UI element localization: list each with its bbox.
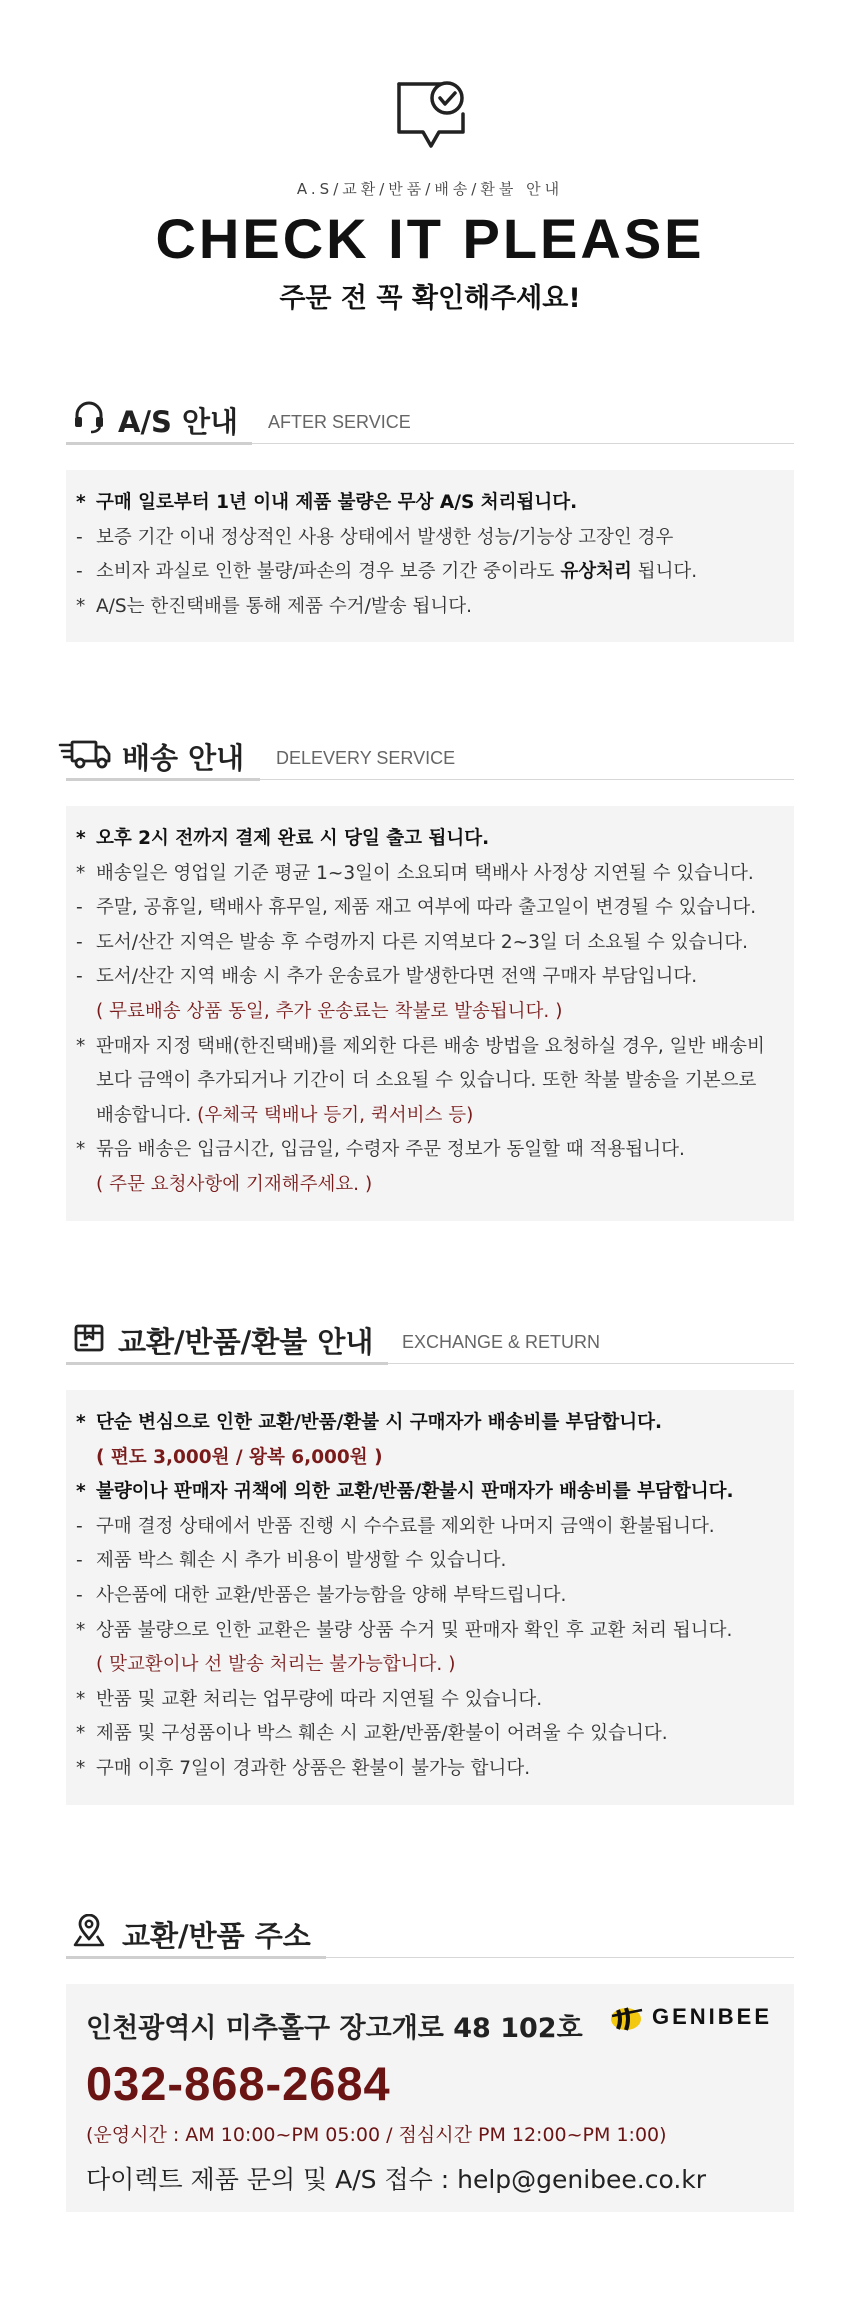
list-item: - 제품 박스 훼손 시 추가 비용이 발생할 수 있습니다.	[76, 1550, 507, 1572]
location-pin-icon	[72, 1914, 106, 1948]
list-item-continued: 보다 금액이 추가되거나 기간이 더 소요될 수 있습니다. 또한 착불 발송을 기본으로	[96, 1070, 757, 1092]
package-box-icon	[72, 1320, 106, 1354]
address-box	[66, 1984, 794, 2212]
list-item: * 판매자 지정 택배(한진택배)를 제외한 다른 배송 방법을 요청하실 경우, 일반 배송비	[76, 1035, 765, 1057]
list-item: - 도서/산간 지역은 발송 후 수령까지 다른 지역보다 2~3일 더 소요될 수 있습니다.	[76, 931, 748, 953]
info-box	[66, 470, 794, 642]
delivery-truck-icon	[58, 736, 112, 770]
section-header	[66, 1906, 794, 1958]
list-note: ( 무료배송 상품 동일, 추가 운송료는 착불로 발송됩니다. )	[96, 1000, 563, 1022]
phone-number[interactable]: 032-868-2684	[86, 2057, 391, 2110]
bee-icon	[608, 2002, 646, 2032]
list-item: * 단순 변심으로 인한 교환/반품/환불 시 구매자가 배송비를 부담합니다.	[76, 1412, 663, 1433]
list-item: * 묶음 배송은 입금시간, 입금일, 수령자 주문 정보가 동일할 때 적용됩니다.	[76, 1139, 685, 1161]
list-item: - 보증 기간 이내 정상적인 사용 상태에서 발생한 성능/기능상 고장인 경우	[76, 526, 674, 548]
list-item: * 상품 불량으로 인한 교환은 불량 상품 수거 및 판매자 확인 후 교환 처리 됩니다.	[76, 1619, 733, 1641]
hero-title: CHECK IT PLEASE	[155, 207, 705, 270]
list-item: * 반품 및 교환 처리는 업무량에 따라 지연될 수 있습니다.	[76, 1688, 543, 1710]
list-item: * 오후 2시 전까지 결제 완료 시 당일 출고 됩니다.	[76, 828, 490, 849]
section-subtitle: DELEVERY SERVICE	[276, 748, 456, 768]
contact-email: 다이렉트 제품 문의 및 A/S 접수 : help@genibee.co.kr	[86, 2165, 707, 2194]
hero-subtitle: A.S/교환/반품/배송/환불 안내	[296, 180, 564, 198]
list-item: - 소비자 과실로 인한 불량/파손의 경우 보증 기간 중이라도 유상처리 됩니다.	[76, 561, 698, 583]
list-note: ( 편도 3,000원 / 왕복 6,000원 )	[96, 1446, 383, 1468]
list-item: * 불량이나 판매자 귀책에 의한 교환/반품/환불시 판매자가 배송비를 부담합니다.	[76, 1481, 734, 1503]
section-title: 교환/반품/환불 안내	[118, 1325, 374, 1359]
info-box	[66, 1390, 794, 1805]
genibee-logo: GENIBEE	[608, 2002, 772, 2032]
section-title: 배송 안내	[122, 741, 245, 775]
section-subtitle: AFTER SERVICE	[268, 412, 411, 432]
list-item: * 구매 이후 7일이 경과한 상품은 환불이 불가능 합니다.	[76, 1757, 531, 1779]
delivery-section	[66, 728, 794, 1221]
list-note: ( 맞교환이나 선 발송 처리는 불가능합니다. )	[96, 1654, 456, 1676]
hero-tagline: 주문 전 꼭 확인해주세요!	[279, 283, 581, 314]
headset-icon	[72, 400, 106, 434]
exchange-section	[66, 1312, 794, 1805]
list-item: - 구매 결정 상태에서 반품 진행 시 수수료를 제외한 나머지 금액이 환불됩니다.	[76, 1515, 715, 1537]
list-item: - 주말, 공휴일, 택배사 휴무일, 제품 재고 여부에 따라 출고일이 변경될 수 있습니다.	[76, 897, 757, 919]
info-box	[66, 806, 794, 1221]
list-item: * A/S는 한진택배를 통해 제품 수거/발송 됩니다.	[76, 595, 472, 617]
chat-check-icon	[393, 78, 469, 154]
operating-hours: (운영시간 : AM 10:00~PM 05:00 / 점심시간 PM 12:00~PM 1:00)	[86, 2124, 667, 2146]
as-section	[66, 392, 794, 642]
list-item: - 사은품에 대한 교환/반품은 불가능함을 양해 부탁드립니다.	[76, 1584, 567, 1606]
address-section	[66, 1906, 794, 2212]
list-item: * 구매 일로부터 1년 이내 제품 불량은 무상 A/S 처리됩니다.	[76, 492, 578, 513]
list-item: * 제품 및 구성품이나 박스 훼손 시 교환/반품/환불이 어려울 수 있습니다.	[76, 1723, 668, 1745]
section-header	[66, 1312, 794, 1364]
list-item: - 도서/산간 지역 배송 시 추가 운송료가 발생한다면 전액 구매자 부담입니다.	[76, 966, 698, 988]
section-subtitle: EXCHANGE & RETURN	[402, 1332, 601, 1352]
list-item-continued: 배송합니다. (우체국 택배나 등기, 퀵서비스 등)	[96, 1104, 474, 1126]
list-note: ( 주문 요청사항에 기재해주세요. )	[96, 1173, 373, 1195]
section-title: 교환/반품 주소	[122, 1919, 311, 1953]
section-header	[66, 728, 794, 780]
hero	[0, 0, 860, 340]
return-address: 인천광역시 미추홀구 장고개로 48 102호	[86, 2013, 583, 2044]
section-header	[66, 392, 794, 444]
list-item: * 배송일은 영업일 기준 평균 1~3일이 소요되며 택배사 사정상 지연될 수 있습니다.	[76, 862, 754, 884]
section-title: A/S 안내	[118, 405, 239, 439]
